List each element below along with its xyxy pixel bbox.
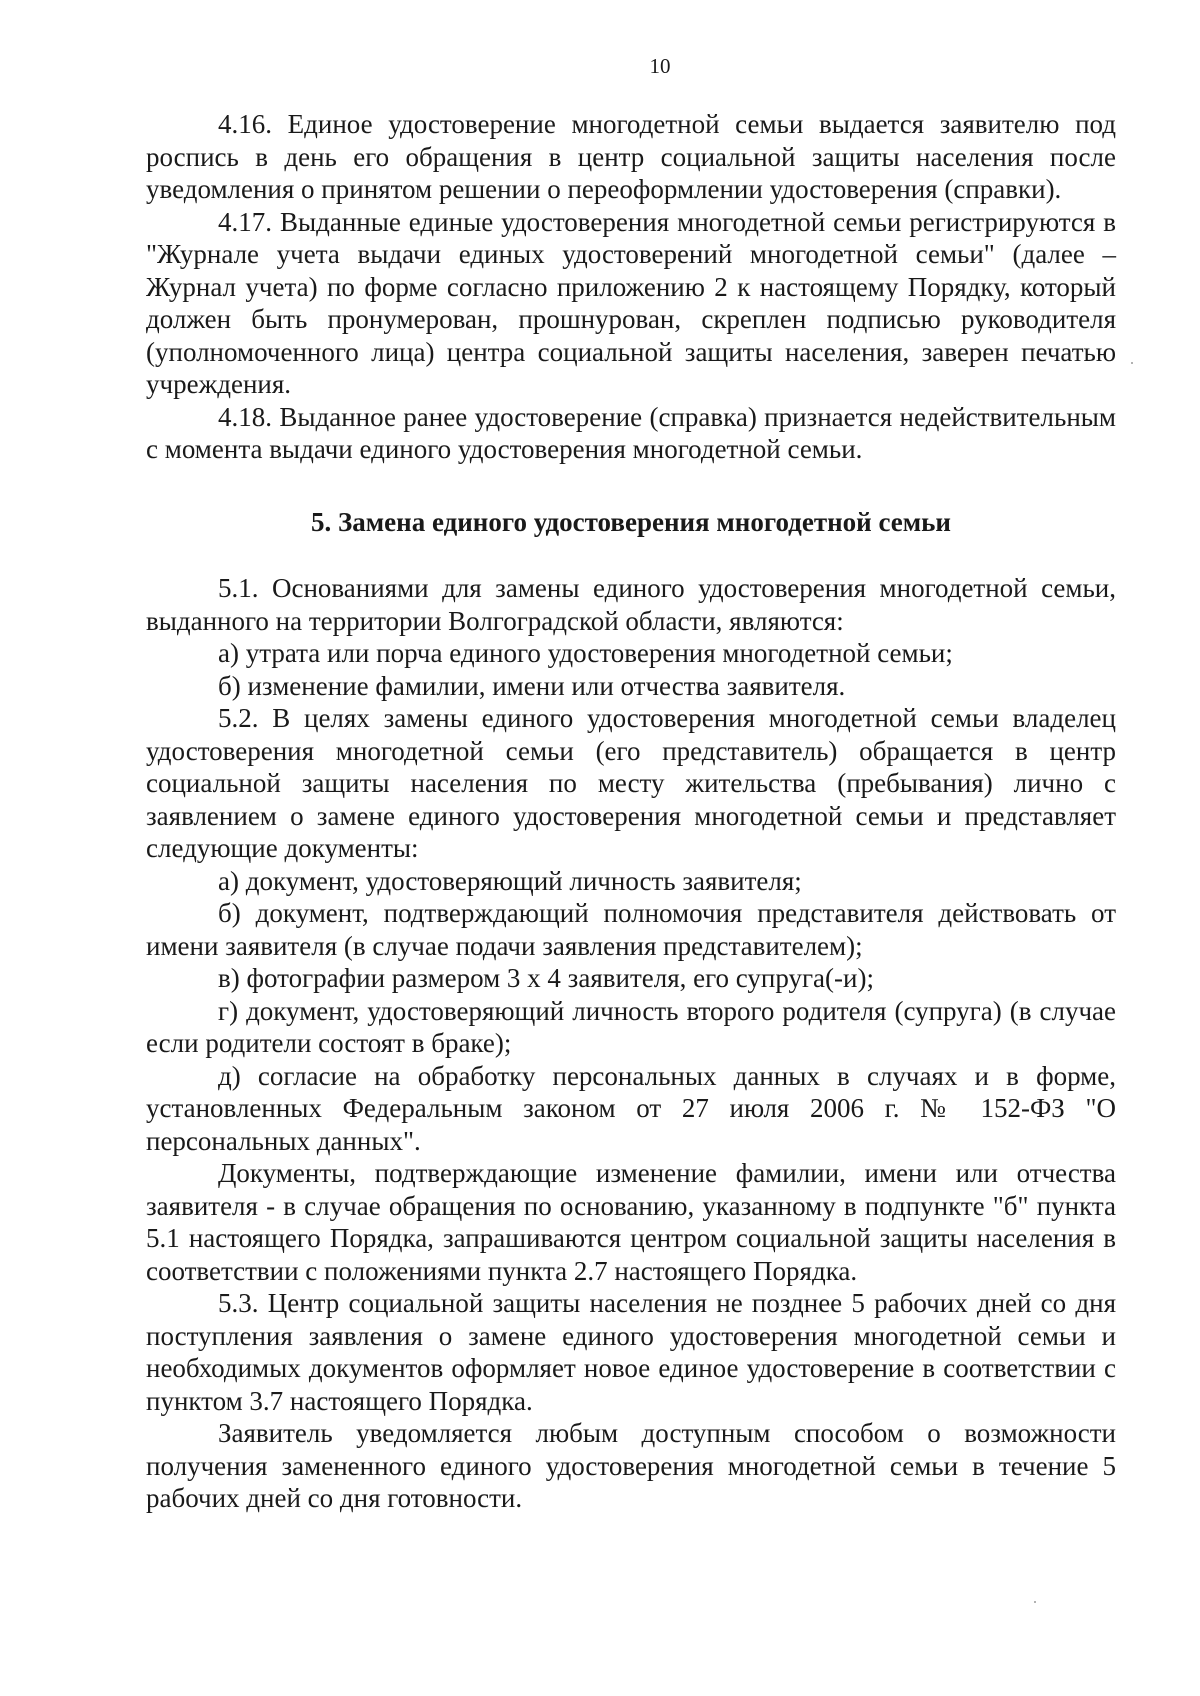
paragraph-4-18: 4.18. Выданное ранее удостоверение (справка) признается недействительным с момента выдачи единого удостоверения многодетной семьи. bbox=[146, 401, 1116, 464]
scan-speck bbox=[1034, 1601, 1036, 1603]
list-item-5-1-b: б) изменение фамилии, имени или отчества заявителя. bbox=[218, 670, 846, 701]
section-5-heading: 5. Замена единого удостоверения многодетной семьи bbox=[311, 506, 951, 537]
page-number: 10 bbox=[649, 54, 671, 78]
paragraph-4-16: 4.16. Единое удостоверение многодетной семьи выдается заявителю под роспись в день его обращения в центр социальной защиты населения после уведомления о принятом решении о переоформлении удостоверения (справки). bbox=[146, 109, 1116, 204]
list-item-5-2-v: в) фотографии размером 3 х 4 заявителя, его супруга(-и); bbox=[218, 963, 874, 993]
list-item-5-2-g: г) документ, удостоверяющий личность второго родителя (супруга) (в случае если родители состоят в браке); bbox=[146, 995, 1116, 1058]
paragraph-5-2: 5.2. В целях замены единого удостоверения многодетной семьи владелец удостоверения многодетной семьи (его представитель) обращается в центр социальной защиты населения по месту жительства (пребывания) лично с заявлением о замене единого удостоверения многодетной семьи и представляет следующие документы: bbox=[146, 703, 1116, 863]
paragraph-documents: Документы, подтверждающие изменение фамилии, имени или отчества заявителя - в случае обращения по основанию, указанному в подпункте "б" пункта 5.1 настоящего Порядка, запрашиваются центром социальной защиты населения в соответствии с положениями пункта 2.7 настоящего Порядка. bbox=[146, 1158, 1116, 1286]
document-body bbox=[146, 108, 1116, 1515]
paragraph-5-1: 5.1. Основаниями для замены единого удостоверения многодетной семьи, выданного на территории Волгоградской области, являются: bbox=[146, 573, 1116, 636]
list-item-5-2-d: д) согласие на обработку персональных данных в случаях и в форме, установленных Федеральным законом от 27 июля 2006 г. № 152-ФЗ "О персональных данных". bbox=[146, 1060, 1116, 1156]
paragraph-4-17: 4.17. Выданные единые удостоверения многодетной семьи регистрируются в "Журнале учета выдачи единых удостоверений многодетной семьи" (далее – Журнал учета) по форме согласно приложению 2 к настоящему Порядку, который должен быть пронумерован, прошнурован, скреплен подписью руководителя (уполномоченного лица) центра социальной защиты населения, заверен печатью учреждения. bbox=[146, 206, 1116, 399]
list-item-5-2-a: а) документ, удостоверяющий личность заявителя; bbox=[218, 865, 802, 896]
list-item-5-1-a: а) утрата или порча единого удостоверения многодетной семьи; bbox=[218, 638, 953, 668]
paragraph-5-3: 5.3. Центр социальной защиты населения не позднее 5 рабочих дней со дня поступления заявления о замене единого удостоверения многодетной семьи и необходимых документов оформляет новое единое удостоверение в соответствии с пунктом 3.7 настоящего Порядка. bbox=[146, 1288, 1116, 1416]
paragraph-notification: Заявитель уведомляется любым доступным способом о возможности получения замененного единого удостоверения многодетной семьи в течение 5 рабочих дней со дня готовности. bbox=[146, 1418, 1116, 1513]
scan-speck bbox=[1131, 362, 1133, 364]
list-item-5-2-b: б) документ, подтверждающий полномочия представителя действовать от имени заявителя (в случае подачи заявления представителем); bbox=[146, 898, 1116, 961]
